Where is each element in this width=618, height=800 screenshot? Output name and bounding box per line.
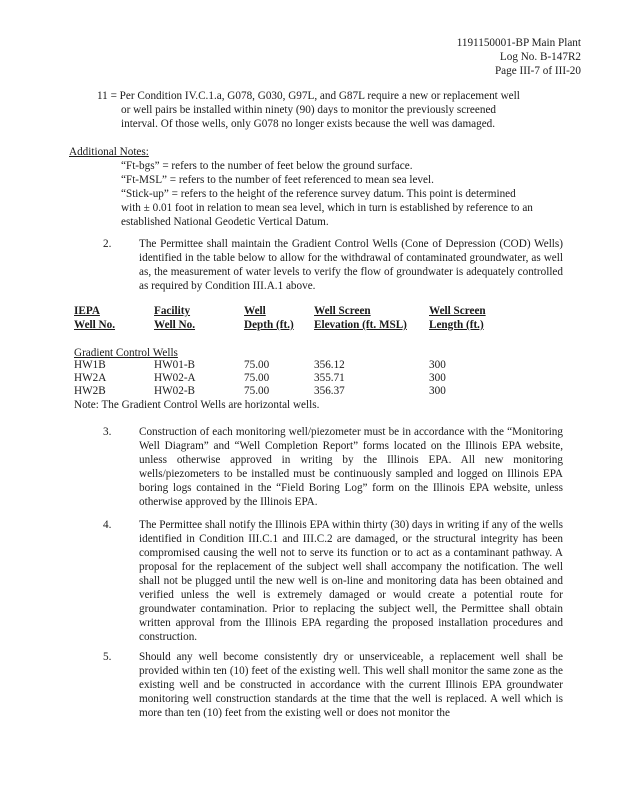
table-group-label: Gradient Control Wells	[74, 347, 178, 359]
condition-item-2	[103, 237, 563, 293]
note-line: “Ft-bgs” = refers to the number of feet below the ground surface.	[121, 160, 413, 172]
cell-facility: HW02-B	[154, 385, 196, 397]
cell-elevation: 355.71	[314, 372, 345, 384]
item-number: 5.	[103, 651, 112, 663]
cell-iepa: HW1B	[74, 359, 106, 371]
cell-depth: 75.00	[244, 385, 270, 397]
condition-item-5	[103, 650, 563, 720]
additional-notes	[69, 145, 564, 229]
note-line: with ± 0.01 foot in relation to mean sea level, which in turn is established by reference to an	[121, 202, 533, 214]
col-facility-header-2: Well No.	[154, 319, 196, 331]
col-facility-header: Facility	[154, 305, 191, 317]
col-screen-length-header: Well Screen	[429, 305, 486, 317]
note-line: “Ft-MSL” = refers to the number of feet referenced to mean sea level.	[121, 174, 434, 186]
item-number: 2.	[103, 238, 112, 250]
cell-facility: HW01-B	[154, 359, 196, 371]
cell-elevation: 356.37	[314, 385, 345, 397]
header-page-number: Page III-7 of III-20	[494, 65, 581, 77]
item-text: Should any well become consistently dry or unserviceable, a replacement well shall be provided within ten (10) feet of the existing well. This well shall monitor the same zone as the existing well and be constructed in accordance with the current Illinois EPA groundwater monitoring well construction standards at the time that the well is replaced. A well which is more than ten (10) feet from the existing well or does not monitor the	[139, 651, 563, 719]
cell-depth: 75.00	[244, 372, 270, 384]
cell-length: 300	[429, 385, 446, 397]
item-text: The Permittee shall maintain the Gradient Control Wells (Cone of Depression (COD) Wells) identified in the table below to allow for the withdrawal of contaminated groundwater, as well as, the measurement of water levels to verify the flow of groundwater is adequately controlled as required by Condition III.A.1 above.	[139, 238, 563, 292]
footnote-line: 11 = Per Condition IV.C.1.a, G078, G030, G97L, and G87L require a new or replacement well	[97, 90, 520, 102]
note-line: established National Geodetic Vertical Datum.	[121, 216, 329, 228]
col-length-header-2: Length (ft.)	[429, 319, 484, 331]
col-iepa-header-2: Well No.	[74, 319, 116, 331]
col-screen-elev-header: Well Screen	[314, 305, 371, 317]
header-permit-id: 1191150001-BP Main Plant	[456, 37, 581, 49]
condition-item-4	[103, 518, 563, 644]
note-line: “Stick-up” = refers to the height of the reference survey datum. This point is determined	[121, 188, 516, 200]
col-iepa-header: IEPA	[74, 305, 100, 317]
cell-length: 300	[429, 372, 446, 384]
condition-item-3	[103, 425, 563, 509]
item-number: 4.	[103, 519, 112, 531]
footnote-line: or well pairs be installed within ninety (90) days to monitor the previously screened	[121, 104, 497, 116]
footnote-11	[97, 89, 556, 131]
cell-elevation: 356.12	[314, 359, 345, 371]
notes-title: Additional Notes:	[69, 146, 149, 158]
cell-depth: 75.00	[244, 359, 270, 371]
cell-facility: HW02-A	[154, 372, 196, 384]
item-number: 3.	[103, 426, 112, 438]
col-elevation-header-2: Elevation (ft. MSL)	[314, 319, 407, 331]
header-log-no: Log No. B-147R2	[499, 51, 581, 63]
cell-iepa: HW2A	[74, 372, 107, 384]
item-text: Construction of each monitoring well/piezometer must be in accordance with the “Monitoring Well Diagram” and “Well Completion Report” forms located on the Illinois EPA website, unless otherwise approved in writing by the Illinois EPA. All new monitoring wells/piezometers to be installed must be continuously sampled and logged on Illinois EPA boring logs contained in the “Field Boring Log” form on the Illinois EPA website, unless otherwise approved by the Illinois EPA.	[139, 426, 563, 508]
table-note: Note: The Gradient Control Wells are horizontal wells.	[74, 399, 320, 411]
cell-iepa: HW2B	[74, 385, 106, 397]
gradient-control-wells-table	[74, 304, 519, 332]
col-well-header: Well	[244, 305, 266, 317]
table-header-row	[74, 318, 519, 332]
cell-length: 300	[429, 359, 446, 371]
footnote-line: interval. Of those wells, only G078 no longer exists because the well was damaged.	[121, 118, 496, 130]
table-header-row	[74, 304, 519, 318]
col-depth-header-2: Depth (ft.)	[244, 319, 294, 331]
item-text: The Permittee shall notify the Illinois EPA within thirty (30) days in writing if any of the wells identified in Condition III.C.1 and III.C.2 are damaged, or the structural integrity has been compromised causing the well not to serve its function or to act as a contaminant pathway. A proposal for the replacement of the subject well shall accompany the notification. The well shall not be plugged until the new well is on-line and monitoring data has been obtained and verified unless the well is extremely damaged or would create a potential route for groundwater contamination. Prior to replacing the subject well, the Permittee shall obtain written approval from the Illinois EPA regarding the proposed installation procedures and construction.	[139, 519, 563, 643]
page-header	[457, 36, 581, 78]
